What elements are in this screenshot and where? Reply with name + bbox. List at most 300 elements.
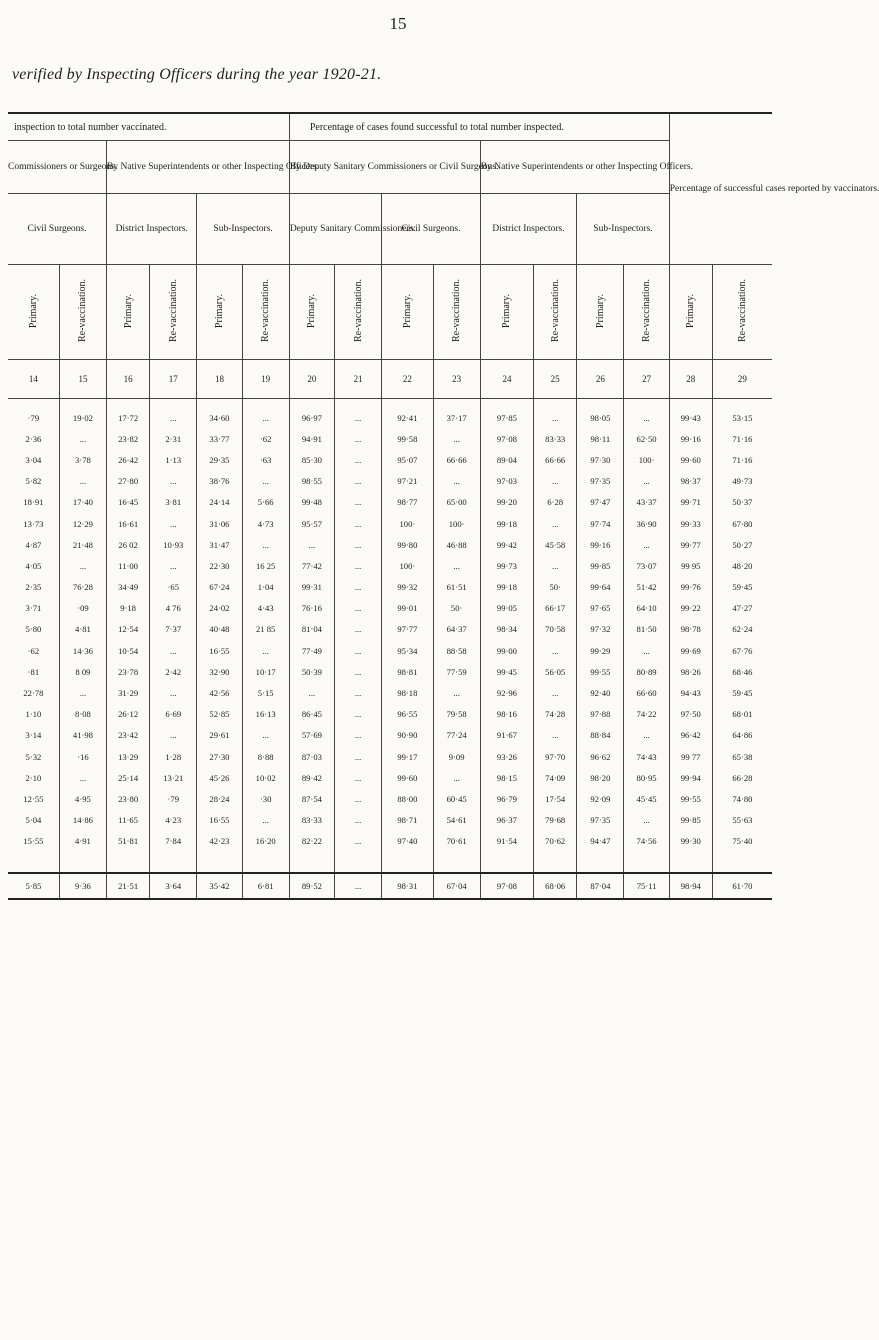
page-number: 15 bbox=[389, 14, 407, 33]
table-cell: 97·32 bbox=[577, 619, 624, 640]
table-cell: 71·16 bbox=[712, 449, 772, 470]
table-cell: 99·31 bbox=[289, 577, 334, 598]
column-number: 18 bbox=[197, 360, 242, 399]
total-cell: 98·31 bbox=[382, 873, 433, 899]
table-cell: ... bbox=[150, 725, 197, 746]
table-cell: 99·16 bbox=[669, 428, 712, 449]
table-cell: 5·32 bbox=[25, 751, 42, 762]
table-cell: ·79 bbox=[150, 788, 197, 809]
table-cell: 4·23 bbox=[150, 810, 197, 831]
table-cell: 74·22 bbox=[624, 704, 669, 725]
total-cell: 61·70 bbox=[712, 873, 772, 899]
table-row bbox=[8, 471, 772, 492]
table-cell: 98·78 bbox=[669, 619, 712, 640]
table-cell: 62·50 bbox=[624, 428, 669, 449]
table-cell: 12·54 bbox=[107, 619, 150, 640]
header-primary: Primary. bbox=[401, 293, 413, 329]
table-cell: ... bbox=[534, 682, 577, 703]
table-cell: 71·16 bbox=[712, 428, 772, 449]
table-cell: 2·10 bbox=[25, 772, 42, 783]
table-cell: 31·06 bbox=[197, 513, 242, 534]
table-cell: ... bbox=[433, 682, 480, 703]
header-revaccination: Re-vaccination. bbox=[451, 279, 463, 343]
table-cell: 74·43 bbox=[624, 746, 669, 767]
table-cell: 77·59 bbox=[433, 661, 480, 682]
table-cell: 49·73 bbox=[712, 471, 772, 492]
table-cell: 27·80 bbox=[107, 471, 150, 492]
table-cell: 50·39 bbox=[289, 661, 334, 682]
table-row bbox=[8, 598, 772, 619]
table-cell: 95·34 bbox=[382, 640, 433, 661]
table-cell: 50·27 bbox=[712, 534, 772, 555]
table-cell: 21·48 bbox=[59, 534, 106, 555]
table-cell: 81·04 bbox=[289, 619, 334, 640]
table-cell: 50· bbox=[534, 577, 577, 598]
table-cell: 31·29 bbox=[107, 682, 150, 703]
table-cell: ·81 bbox=[27, 666, 40, 677]
table-cell: 3·04 bbox=[25, 454, 42, 465]
total-cell: 75·11 bbox=[624, 873, 669, 899]
table-cell: ... bbox=[334, 831, 381, 852]
table-cell: 99 77 bbox=[669, 746, 712, 767]
table-cell: 66·66 bbox=[534, 449, 577, 470]
table-cell: 88·58 bbox=[433, 640, 480, 661]
table-cell: 16·55 bbox=[197, 640, 242, 661]
table-cell: 11·65 bbox=[107, 810, 150, 831]
table-cell: 76·28 bbox=[59, 577, 106, 598]
header-commissioners: Commissioners or Surgeons. bbox=[8, 141, 107, 194]
table-cell: ... bbox=[433, 471, 480, 492]
table-cell: ... bbox=[334, 746, 381, 767]
table-cell: 4·95 bbox=[59, 788, 106, 809]
table-cell: 16·55 bbox=[197, 810, 242, 831]
table-cell: ... bbox=[334, 449, 381, 470]
table-cell: 64·86 bbox=[712, 725, 772, 746]
table-cell: 81·50 bbox=[624, 619, 669, 640]
table-row bbox=[8, 513, 772, 534]
header-deputy-commissioners: Deputy Sanitary Commissioners. bbox=[289, 194, 381, 265]
column-number: 22 bbox=[382, 360, 433, 399]
table-cell: 98·81 bbox=[382, 661, 433, 682]
table-cell: 45·26 bbox=[197, 767, 242, 788]
table-cell: 88·00 bbox=[382, 788, 433, 809]
table-cell: ... bbox=[289, 534, 334, 555]
table-cell: 1·13 bbox=[150, 449, 197, 470]
table-cell: 26·42 bbox=[107, 449, 150, 470]
table-cell: 97·70 bbox=[534, 746, 577, 767]
table-cell: 92·96 bbox=[480, 682, 533, 703]
table-cell: 65·38 bbox=[712, 746, 772, 767]
table-cell: ... bbox=[334, 407, 381, 428]
table-cell: 99·30 bbox=[669, 831, 712, 852]
table-cell: 96·79 bbox=[480, 788, 533, 809]
header-district-left: District Inspectors. bbox=[107, 194, 197, 265]
table-cell: ... bbox=[334, 534, 381, 555]
table-cell: 99·29 bbox=[577, 640, 624, 661]
table-cell: 94·47 bbox=[577, 831, 624, 852]
table-cell: ... bbox=[624, 471, 669, 492]
table-cell: 97·77 bbox=[382, 619, 433, 640]
table-cell: 4·91 bbox=[59, 831, 106, 852]
header-primary: Primary. bbox=[27, 293, 39, 329]
table-cell: 3·81 bbox=[150, 492, 197, 513]
table-row bbox=[8, 767, 772, 788]
table-cell: 48·20 bbox=[712, 555, 772, 576]
table-cell: 98·20 bbox=[577, 767, 624, 788]
table-cell: 94·91 bbox=[289, 428, 334, 449]
table-cell: 9·18 bbox=[107, 598, 150, 619]
table-cell: 99·73 bbox=[480, 555, 533, 576]
table-cell: 18·91 bbox=[23, 497, 44, 508]
header-civil-surgeons-left: Civil Surgeons. bbox=[8, 194, 107, 265]
table-cell: 99·58 bbox=[382, 428, 433, 449]
table-cell: ·65 bbox=[150, 577, 197, 598]
table-cell: 98·18 bbox=[382, 682, 433, 703]
table-cell: 68·46 bbox=[712, 661, 772, 682]
table-cell: 65·00 bbox=[433, 492, 480, 513]
table-row bbox=[8, 619, 772, 640]
table-cell: ·79 bbox=[27, 412, 40, 423]
table-cell: 5·80 bbox=[25, 624, 42, 635]
header-right-top: Percentage of cases found successful to total number inspected. bbox=[289, 113, 669, 141]
column-number: 23 bbox=[433, 360, 480, 399]
table-cell: ... bbox=[150, 682, 197, 703]
table-cell: 67·24 bbox=[197, 577, 242, 598]
table-cell: 1·10 bbox=[25, 709, 42, 720]
table-cell: 2·42 bbox=[150, 661, 197, 682]
table-cell: 99·80 bbox=[382, 534, 433, 555]
table-cell: ... bbox=[150, 555, 197, 576]
table-cell: 52·85 bbox=[197, 704, 242, 725]
table-cell: 40·48 bbox=[197, 619, 242, 640]
header-primary: Primary. bbox=[594, 293, 606, 329]
table-cell: ... bbox=[150, 513, 197, 534]
header-revaccination: Re-vaccination. bbox=[736, 279, 748, 343]
column-number: 24 bbox=[480, 360, 533, 399]
table-cell: 5·04 bbox=[25, 815, 42, 826]
table-cell: 98·26 bbox=[669, 661, 712, 682]
table-cell: 64·10 bbox=[624, 598, 669, 619]
table-row bbox=[8, 640, 772, 661]
table-cell: 8 09 bbox=[59, 661, 106, 682]
table-cell: 70·58 bbox=[534, 619, 577, 640]
table-cell: 14·36 bbox=[59, 640, 106, 661]
table-cell: 99·16 bbox=[577, 534, 624, 555]
header-native-right: By Native Superintendents or other Inspecting Officers. bbox=[480, 141, 669, 194]
table-cell: 99·71 bbox=[669, 492, 712, 513]
header-deputy: By Deputy Sanitary Commissioners or Civil Surgeons. bbox=[289, 141, 480, 194]
table-cell: 54·61 bbox=[433, 810, 480, 831]
table-cell: 4 76 bbox=[150, 598, 197, 619]
table-cell: 99·00 bbox=[480, 640, 533, 661]
table-cell: 74·56 bbox=[624, 831, 669, 852]
table-cell: 86·45 bbox=[289, 704, 334, 725]
table-cell: 10·54 bbox=[107, 640, 150, 661]
header-left-top: inspection to total number vaccinated. bbox=[14, 121, 167, 133]
table-cell: 77·24 bbox=[433, 725, 480, 746]
table-cell: 99·94 bbox=[669, 767, 712, 788]
table-cell: 28·24 bbox=[197, 788, 242, 809]
table-cell: 96·62 bbox=[577, 746, 624, 767]
table-cell: ... bbox=[334, 682, 381, 703]
table-cell: ... bbox=[59, 471, 106, 492]
header-revaccination: Re-vaccination. bbox=[549, 279, 561, 343]
table-cell: 37·17 bbox=[433, 407, 480, 428]
table-cell: 17·54 bbox=[534, 788, 577, 809]
table-cell: ... bbox=[150, 471, 197, 492]
table-cell: 4·87 bbox=[25, 539, 42, 550]
table-cell: 99·42 bbox=[480, 534, 533, 555]
table-cell: 25·14 bbox=[107, 767, 150, 788]
table-cell: 99·01 bbox=[382, 598, 433, 619]
table-cell: 98·34 bbox=[480, 619, 533, 640]
table-cell: 88·84 bbox=[577, 725, 624, 746]
table-cell: ... bbox=[534, 725, 577, 746]
table-cell: 95·07 bbox=[382, 449, 433, 470]
table-cell: ... bbox=[334, 428, 381, 449]
table-cell: 96·37 bbox=[480, 810, 533, 831]
table-cell: 11·00 bbox=[107, 555, 150, 576]
table-cell: 76·16 bbox=[289, 598, 334, 619]
table-cell: 75·40 bbox=[712, 831, 772, 852]
total-cell: 3·64 bbox=[150, 873, 197, 899]
vaccination-table bbox=[8, 112, 879, 900]
table-cell: 97·47 bbox=[577, 492, 624, 513]
table-cell: 97·03 bbox=[480, 471, 533, 492]
table-cell: 98·55 bbox=[289, 471, 334, 492]
table-cell: ... bbox=[624, 640, 669, 661]
table-cell: 99·20 bbox=[480, 492, 533, 513]
table-cell: 12·55 bbox=[23, 793, 44, 804]
total-cell: 35·42 bbox=[197, 873, 242, 899]
header-revaccination: Re-vaccination. bbox=[167, 279, 179, 343]
table-row bbox=[8, 831, 772, 852]
table-cell: 99 95 bbox=[669, 555, 712, 576]
table-cell: ... bbox=[334, 767, 381, 788]
table-cell: 97·50 bbox=[669, 704, 712, 725]
table-cell: 79·58 bbox=[433, 704, 480, 725]
table-cell: ... bbox=[624, 407, 669, 428]
table-cell: 34·60 bbox=[197, 407, 242, 428]
table-cell: 31·47 bbox=[197, 534, 242, 555]
table-cell: 99·76 bbox=[669, 577, 712, 598]
table-cell: 22·78 bbox=[23, 688, 44, 699]
table-cell: 51·42 bbox=[624, 577, 669, 598]
table-cell: ... bbox=[242, 407, 289, 428]
table-cell: 29·61 bbox=[197, 725, 242, 746]
table-cell: 2·35 bbox=[25, 582, 42, 593]
table-cell: ... bbox=[334, 577, 381, 598]
table-row bbox=[8, 555, 772, 576]
table-cell: ... bbox=[59, 767, 106, 788]
table-cell: ... bbox=[334, 598, 381, 619]
table-cell: 99·48 bbox=[289, 492, 334, 513]
table-cell: 2·31 bbox=[150, 428, 197, 449]
table-cell: ... bbox=[534, 407, 577, 428]
table-cell: 7·37 bbox=[150, 619, 197, 640]
header-revaccination: Re-vaccination. bbox=[352, 279, 364, 343]
table-cell: ... bbox=[334, 661, 381, 682]
table-cell: ... bbox=[334, 788, 381, 809]
table-cell: ... bbox=[334, 704, 381, 725]
table-cell: 97·35 bbox=[577, 810, 624, 831]
spacer-row bbox=[8, 852, 772, 873]
table-cell: ... bbox=[242, 725, 289, 746]
table-cell: 99·85 bbox=[669, 810, 712, 831]
table-cell: 7·84 bbox=[150, 831, 197, 852]
table-cell: 5·15 bbox=[242, 682, 289, 703]
header-revaccination: Re-vaccination. bbox=[641, 279, 653, 343]
table-cell: 34·49 bbox=[107, 577, 150, 598]
table-cell: 16·45 bbox=[107, 492, 150, 513]
total-cell: 89·52 bbox=[289, 873, 334, 899]
table-cell: 23·82 bbox=[107, 428, 150, 449]
table-cell: 74·80 bbox=[712, 788, 772, 809]
table-row bbox=[8, 725, 772, 746]
table-cell: ... bbox=[334, 725, 381, 746]
table-cell: 13·73 bbox=[23, 518, 44, 529]
table-cell: 99·55 bbox=[577, 661, 624, 682]
table-cell: 24·02 bbox=[197, 598, 242, 619]
table-cell: ... bbox=[334, 513, 381, 534]
table-cell: 53·15 bbox=[712, 407, 772, 428]
table-cell: 29·35 bbox=[197, 449, 242, 470]
table-cell: 99·69 bbox=[669, 640, 712, 661]
table-cell: 66·17 bbox=[534, 598, 577, 619]
table-cell: 92·41 bbox=[382, 407, 433, 428]
table-cell: 80·89 bbox=[624, 661, 669, 682]
table-cell: ... bbox=[242, 534, 289, 555]
table-cell: 6·28 bbox=[534, 492, 577, 513]
header-primary: Primary. bbox=[501, 293, 513, 329]
table-cell: ... bbox=[289, 682, 334, 703]
table-cell: ... bbox=[624, 534, 669, 555]
table-cell: 97·08 bbox=[480, 428, 533, 449]
total-cell: 67·04 bbox=[433, 873, 480, 899]
table-cell: 92·40 bbox=[577, 682, 624, 703]
column-number: 19 bbox=[242, 360, 289, 399]
table-row bbox=[8, 577, 772, 598]
table-caption: verified by Inspecting Officers during the year 1920-21. bbox=[12, 66, 382, 83]
table-row bbox=[8, 746, 772, 767]
table-cell: 3·78 bbox=[59, 449, 106, 470]
header-primary: Primary. bbox=[306, 293, 318, 329]
table-cell: 47·27 bbox=[712, 598, 772, 619]
header-sub-inspectors-left: Sub-Inspectors. bbox=[197, 194, 289, 265]
column-number: 20 bbox=[289, 360, 334, 399]
table-cell: ... bbox=[534, 640, 577, 661]
table-cell: 9·09 bbox=[433, 746, 480, 767]
table-cell: 17·40 bbox=[59, 492, 106, 513]
table-cell: 36·90 bbox=[624, 513, 669, 534]
column-number: 29 bbox=[712, 360, 772, 399]
table-row bbox=[8, 661, 772, 682]
table-cell: 99·45 bbox=[480, 661, 533, 682]
table-cell: 16 25 bbox=[242, 555, 289, 576]
column-number: 26 bbox=[577, 360, 624, 399]
table-cell: 97·30 bbox=[577, 449, 624, 470]
total-cell: ... bbox=[334, 873, 381, 899]
table-cell: 14·86 bbox=[59, 810, 106, 831]
table-cell: 10·17 bbox=[242, 661, 289, 682]
total-cell: 9·36 bbox=[59, 873, 106, 899]
table-cell: ... bbox=[433, 555, 480, 576]
table-cell: 89·42 bbox=[289, 767, 334, 788]
table-cell: 22·30 bbox=[197, 555, 242, 576]
header-revaccination: Re-vaccination. bbox=[260, 279, 272, 343]
table-row bbox=[8, 704, 772, 725]
table-row bbox=[8, 449, 772, 470]
table-cell: ... bbox=[433, 428, 480, 449]
table-cell: 92·09 bbox=[577, 788, 624, 809]
table-cell: 97·21 bbox=[382, 471, 433, 492]
table-cell: 80·95 bbox=[624, 767, 669, 788]
table-cell: 57·69 bbox=[289, 725, 334, 746]
table-cell: ... bbox=[59, 555, 106, 576]
table-cell: 70·62 bbox=[534, 831, 577, 852]
table-cell: 97·65 bbox=[577, 598, 624, 619]
table-cell: 98·71 bbox=[382, 810, 433, 831]
table-cell: 26 02 bbox=[107, 534, 150, 555]
table-cell: 87·03 bbox=[289, 746, 334, 767]
table-cell: 97·74 bbox=[577, 513, 624, 534]
header-primary: Primary. bbox=[685, 293, 697, 329]
table-cell: ... bbox=[334, 640, 381, 661]
table-cell: ·16 bbox=[59, 746, 106, 767]
table-cell: 98·37 bbox=[669, 471, 712, 492]
table-cell: 82·22 bbox=[289, 831, 334, 852]
table-cell: 99·60 bbox=[382, 767, 433, 788]
table-row bbox=[8, 788, 772, 809]
table-cell: 66·66 bbox=[433, 449, 480, 470]
table-cell: 97·85 bbox=[480, 407, 533, 428]
table-cell: 26·12 bbox=[107, 704, 150, 725]
table-cell: 77·42 bbox=[289, 555, 334, 576]
table-cell: 98·77 bbox=[382, 492, 433, 513]
table-cell: 93·26 bbox=[480, 746, 533, 767]
table-row bbox=[8, 428, 772, 449]
table-cell: 99·18 bbox=[480, 513, 533, 534]
table-cell: 42·23 bbox=[197, 831, 242, 852]
table-cell: 4·43 bbox=[242, 598, 289, 619]
column-number: 25 bbox=[534, 360, 577, 399]
total-cell: 98·94 bbox=[669, 873, 712, 899]
header-sub-inspectors-right: Sub-Inspectors. bbox=[577, 194, 669, 265]
table-cell: 66·28 bbox=[712, 767, 772, 788]
table-cell: ... bbox=[334, 810, 381, 831]
table-row bbox=[8, 534, 772, 555]
table-cell: 64·37 bbox=[433, 619, 480, 640]
table-cell: 13·21 bbox=[150, 767, 197, 788]
table-cell: ... bbox=[334, 619, 381, 640]
table-cell: 96·42 bbox=[669, 725, 712, 746]
table-cell: 61·51 bbox=[433, 577, 480, 598]
table-cell: 62·24 bbox=[712, 619, 772, 640]
table-cell: 4·81 bbox=[59, 619, 106, 640]
header-civil-surgeons-right: Civil Surgeons. bbox=[382, 194, 481, 265]
table-cell: 85·30 bbox=[289, 449, 334, 470]
table-cell: 4·73 bbox=[242, 513, 289, 534]
column-number-row bbox=[8, 360, 772, 399]
table-cell: 97·88 bbox=[577, 704, 624, 725]
table-cell: 79·68 bbox=[534, 810, 577, 831]
table-cell: 41·98 bbox=[59, 725, 106, 746]
table-row bbox=[8, 810, 772, 831]
table-cell: 5·82 bbox=[25, 476, 42, 487]
total-cell: 97·08 bbox=[480, 873, 533, 899]
table-cell: ... bbox=[242, 471, 289, 492]
header-district-right: District Inspectors. bbox=[480, 194, 576, 265]
